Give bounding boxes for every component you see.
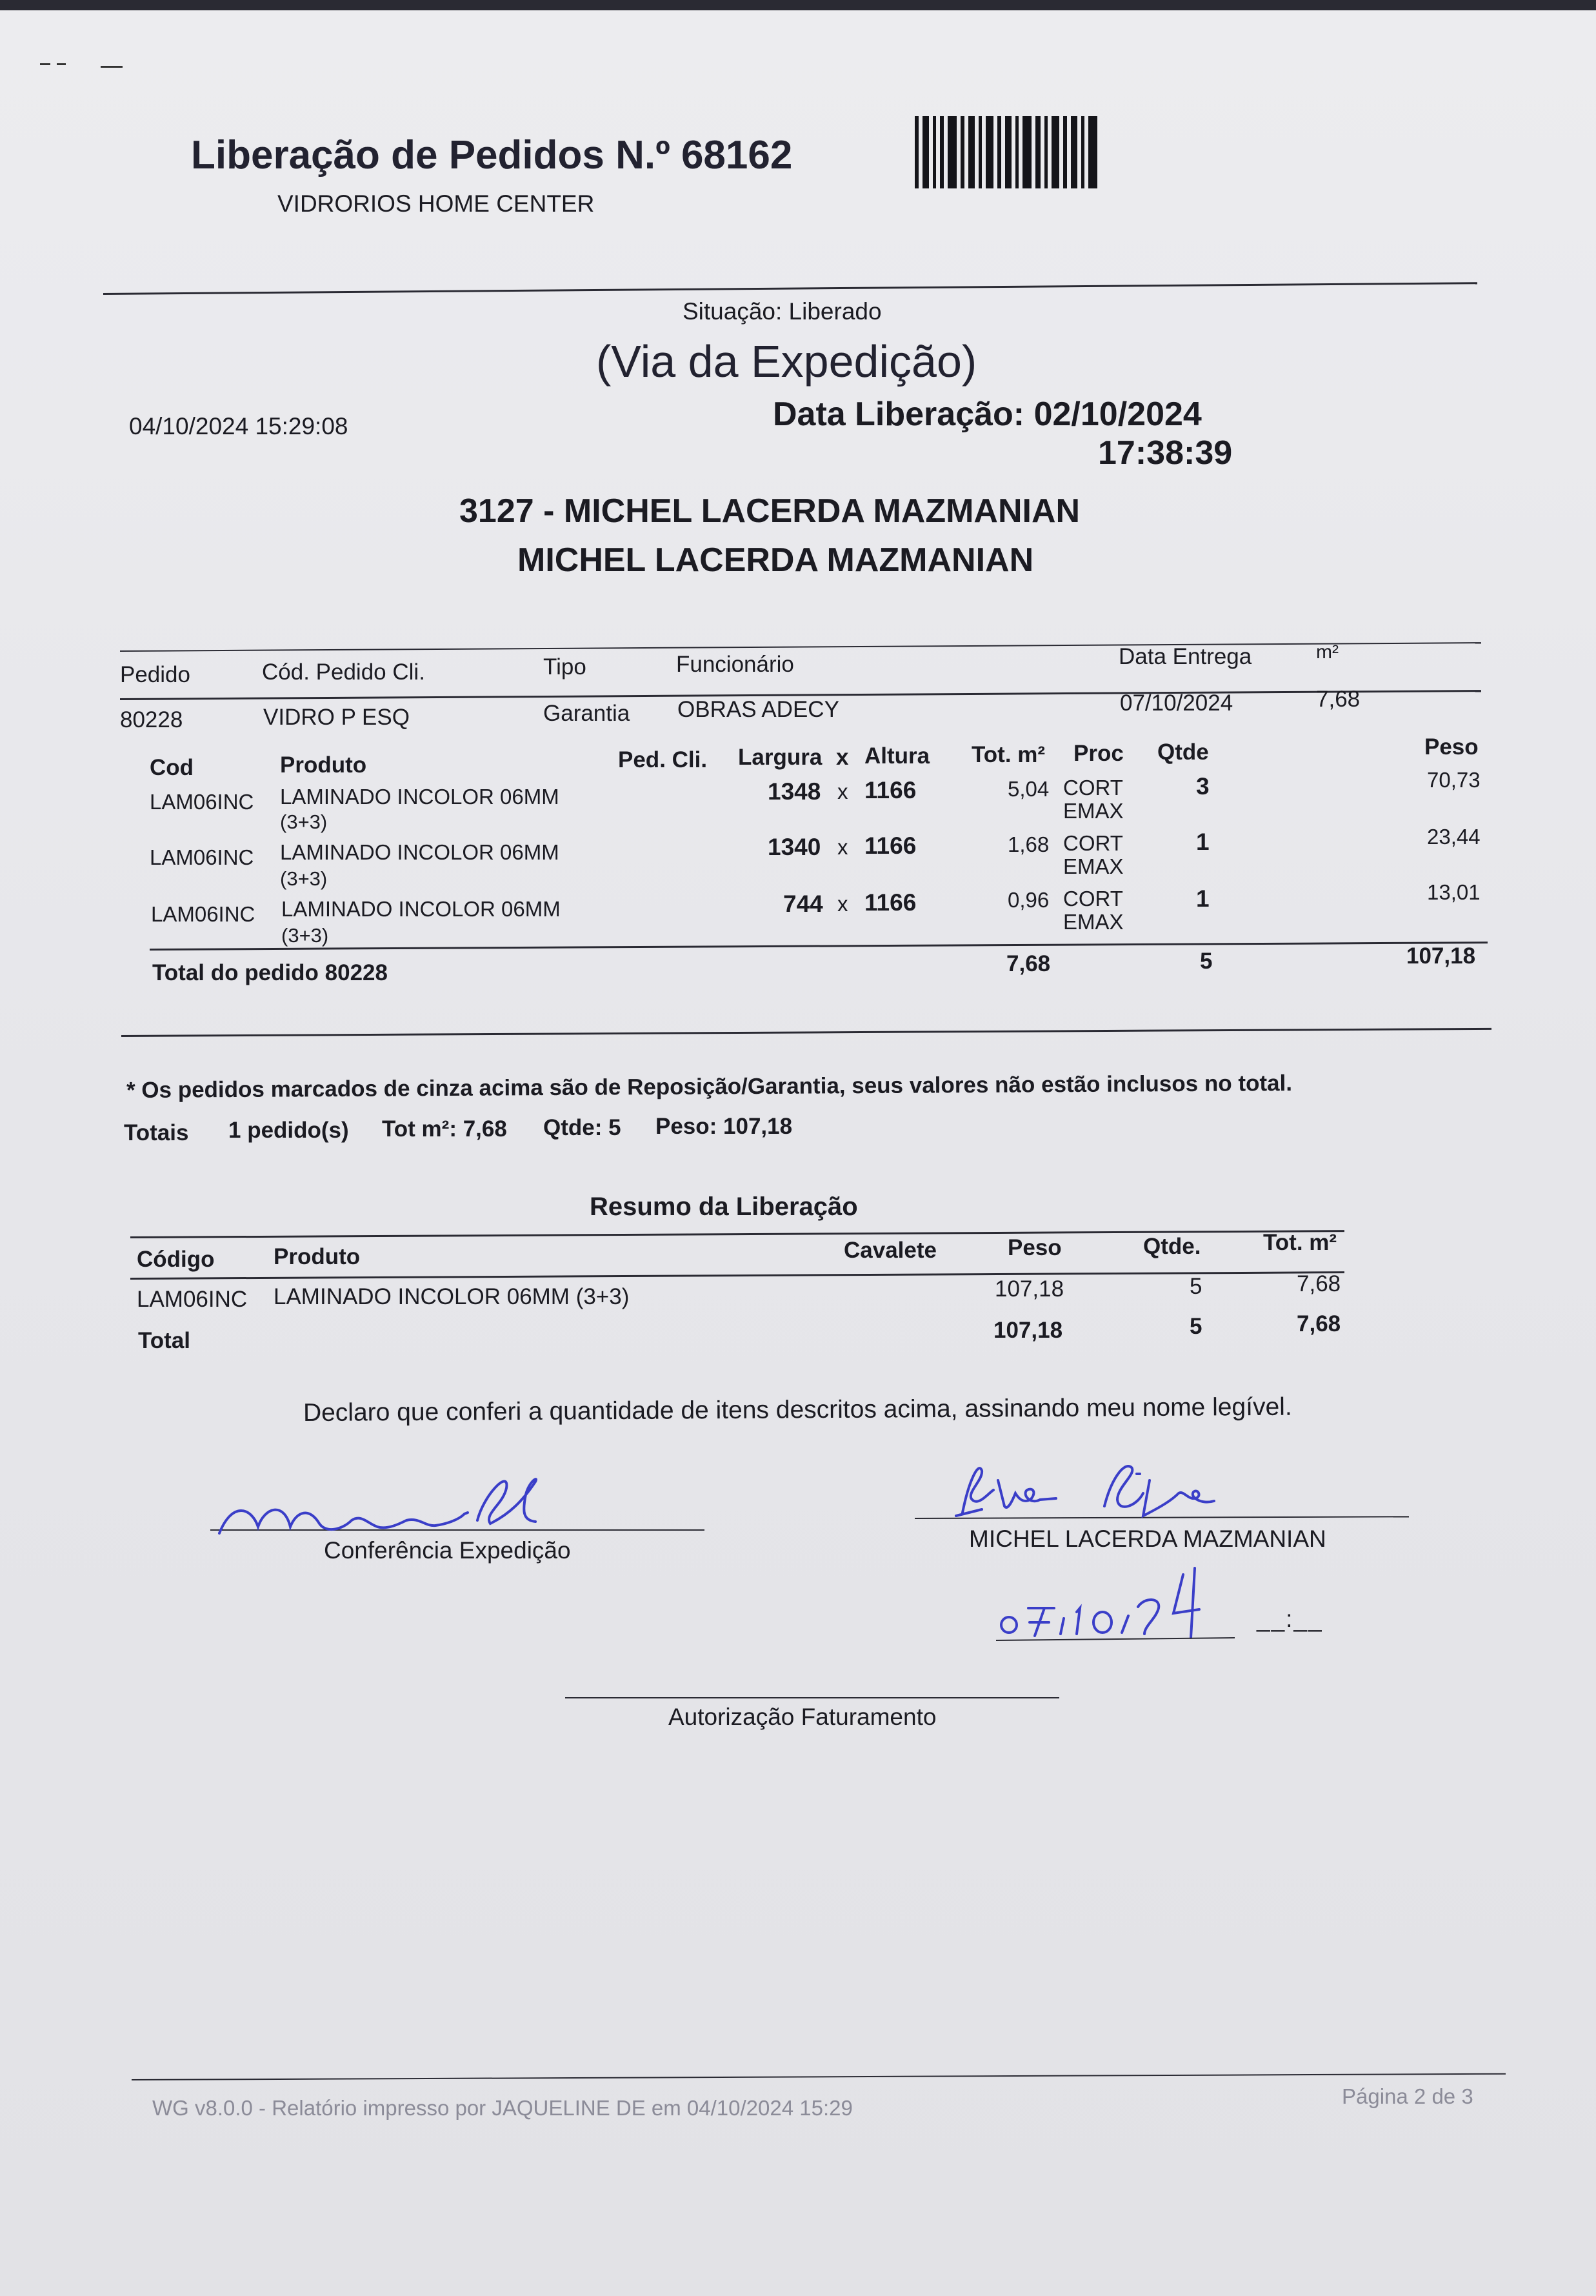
divider: [120, 642, 1481, 652]
footer-print-info: WG v8.0.0 - Relatório impresso por JAQUELINE DE em 04/10/2024 15:29: [152, 2096, 853, 2120]
item-x: x: [837, 780, 848, 803]
item-produto: LAMINADO INCOLOR 06MM: [280, 840, 559, 864]
summary-codigo: LAM06INC: [137, 1287, 248, 1312]
item-proc: CORT: [1063, 887, 1123, 911]
item-peso: 23,44: [1427, 825, 1481, 849]
punch-mark: [101, 66, 123, 68]
totals-peso: Peso: 107,18: [655, 1114, 793, 1139]
item-altura: 1166: [864, 832, 917, 859]
item-tot-m2: 1,68: [1008, 832, 1050, 856]
divider: [130, 1271, 1344, 1280]
col-x: x: [836, 745, 849, 770]
summary-col-tot-m2: Tot. m²: [1263, 1230, 1337, 1255]
totals-qtde: Qtde: 5: [543, 1115, 621, 1140]
col-tipo: Tipo: [543, 654, 586, 680]
footer-divider: [132, 2073, 1506, 2080]
summary-total-tot-m2: 7,68: [1297, 1311, 1341, 1336]
cod-pedido-cli-value: VIDRO P ESQ: [263, 705, 410, 730]
col-tot-m2: Tot. m²: [972, 742, 1046, 767]
barcode: [915, 116, 1160, 188]
summary-col-codigo: Código: [137, 1247, 215, 1272]
item-proc: CORT: [1063, 776, 1123, 800]
col-altura: Altura: [864, 743, 930, 769]
item-proc-2: EMAX: [1063, 854, 1124, 878]
summary-tot-m2: 7,68: [1297, 1271, 1341, 1296]
item-proc: CORT: [1063, 831, 1123, 855]
data-entrega-value: 07/10/2024: [1120, 690, 1233, 716]
item-altura: 1166: [864, 889, 917, 916]
signature-label-autorizacao: Autorização Faturamento: [668, 1704, 937, 1730]
item-largura: 1348: [768, 778, 821, 805]
signature-label-conferencia: Conferência Expedição: [324, 1537, 571, 1564]
cliente-signature: [943, 1455, 1253, 1535]
item-largura: 744: [783, 891, 823, 917]
totals-m2: Tot m²: 7,68: [382, 1116, 507, 1142]
totals-pedidos: 1 pedido(s): [228, 1118, 349, 1143]
status-text: Situação: Liberado: [683, 298, 882, 325]
conferencia-signature: [213, 1462, 626, 1556]
client-name: MICHEL LACERDA MAZMANIAN: [517, 541, 1034, 579]
item-proc-2: EMAX: [1063, 910, 1124, 934]
item-proc-2: EMAX: [1063, 799, 1124, 823]
summary-col-qtde: Qtde.: [1143, 1234, 1201, 1259]
release-date: Data Liberação: 02/10/2024: [773, 396, 1202, 433]
scan-edge: [0, 0, 1596, 10]
item-qtde: 3: [1196, 773, 1210, 800]
item-tot-m2: 5,04: [1008, 777, 1050, 801]
client-code-name: 3127 - MICHEL LACERDA MAZMANIAN: [459, 492, 1081, 530]
summary-qtde: 5: [1190, 1274, 1202, 1299]
page-number: Página 2 de 3: [1342, 2084, 1473, 2108]
handwritten-date: [990, 1562, 1261, 1655]
item-tot-m2: 0,96: [1008, 888, 1050, 912]
item-produto-spec: (3+3): [280, 811, 328, 833]
order-total-qtde: 5: [1200, 949, 1213, 974]
divider: [103, 282, 1477, 295]
col-pedido: Pedido: [120, 662, 190, 687]
col-cod-pedido-cli: Cód. Pedido Cli.: [262, 660, 425, 685]
summary-col-peso: Peso: [1008, 1235, 1062, 1260]
item-largura: 1340: [768, 834, 821, 860]
item-x: x: [837, 835, 848, 859]
col-peso: Peso: [1424, 734, 1479, 760]
pedido-value: 80228: [120, 707, 183, 732]
summary-total-peso: 107,18: [993, 1318, 1063, 1343]
item-produto-spec: (3+3): [280, 867, 328, 890]
item-cod: LAM06INC: [150, 790, 254, 814]
order-total-m2: 7,68: [1006, 951, 1051, 976]
summary-title: Resumo da Liberação: [590, 1193, 858, 1221]
funcionario-value: OBRAS ADECY: [677, 697, 839, 722]
col-cod: Cod: [150, 755, 194, 780]
time-blank: __:__: [1257, 1606, 1323, 1632]
item-altura: 1166: [864, 777, 917, 803]
summary-produto: LAMINADO INCOLOR 06MM (3+3): [274, 1284, 630, 1309]
summary-total-qtde: 5: [1190, 1314, 1202, 1339]
summary-col-cavalete: Cavalete: [844, 1238, 937, 1263]
signature-label-cliente: MICHEL LACERDA MAZMANIAN: [969, 1526, 1326, 1552]
col-largura: Largura: [738, 745, 823, 770]
divider: [150, 942, 1488, 951]
col-qtde: Qtde: [1157, 740, 1209, 765]
tipo-value: Garantia: [543, 701, 630, 726]
item-produto: LAMINADO INCOLOR 06MM: [281, 897, 561, 921]
item-qtde: 1: [1196, 829, 1210, 855]
document-title: Liberação de Pedidos N.º 68162: [191, 133, 793, 177]
col-ped-cli: Ped. Cli.: [618, 747, 708, 772]
item-produto: LAMINADO INCOLOR 06MM: [280, 785, 559, 809]
item-produto-spec: (3+3): [281, 924, 329, 947]
item-qtde: 1: [1196, 885, 1210, 912]
col-data-entrega: Data Entrega: [1119, 644, 1252, 669]
totals-label: Totais: [124, 1120, 189, 1145]
col-produto: Produto: [280, 752, 367, 778]
item-peso: 70,73: [1427, 768, 1481, 792]
item-peso: 13,01: [1427, 880, 1481, 904]
col-m2: m²: [1316, 641, 1339, 663]
order-total-label: Total do pedido 80228: [152, 960, 388, 985]
item-x: x: [837, 892, 848, 916]
item-cod: LAM06INC: [151, 902, 255, 926]
copy-label: (Via da Expedição): [596, 336, 977, 387]
company-name: VIDRORIOS HOME CENTER: [277, 190, 595, 217]
reposicao-note: * Os pedidos marcados de cinza acima são de Reposição/Garantia, seus valores não estão inclusos no total.: [126, 1070, 1293, 1103]
print-datetime: 04/10/2024 15:29:08: [129, 413, 348, 439]
punch-mark: [40, 63, 50, 65]
signature-line-autorizacao: [565, 1697, 1059, 1698]
divider: [121, 1028, 1491, 1037]
summary-peso: 107,18: [995, 1276, 1064, 1302]
punch-mark: [57, 63, 66, 65]
summary-col-produto: Produto: [274, 1244, 361, 1269]
m2-value: 7,68: [1316, 687, 1361, 712]
item-cod: LAM06INC: [150, 845, 254, 869]
declaration-text: Declaro que conferi a quantidade de itens descritos acima, assinando meu nome legível.: [303, 1393, 1292, 1427]
release-time: 17:38:39: [1098, 434, 1233, 472]
order-total-peso: 107,18: [1406, 943, 1476, 969]
summary-total-label: Total: [138, 1328, 191, 1353]
col-funcionario: Funcionário: [676, 652, 794, 677]
col-proc: Proc: [1073, 741, 1124, 766]
